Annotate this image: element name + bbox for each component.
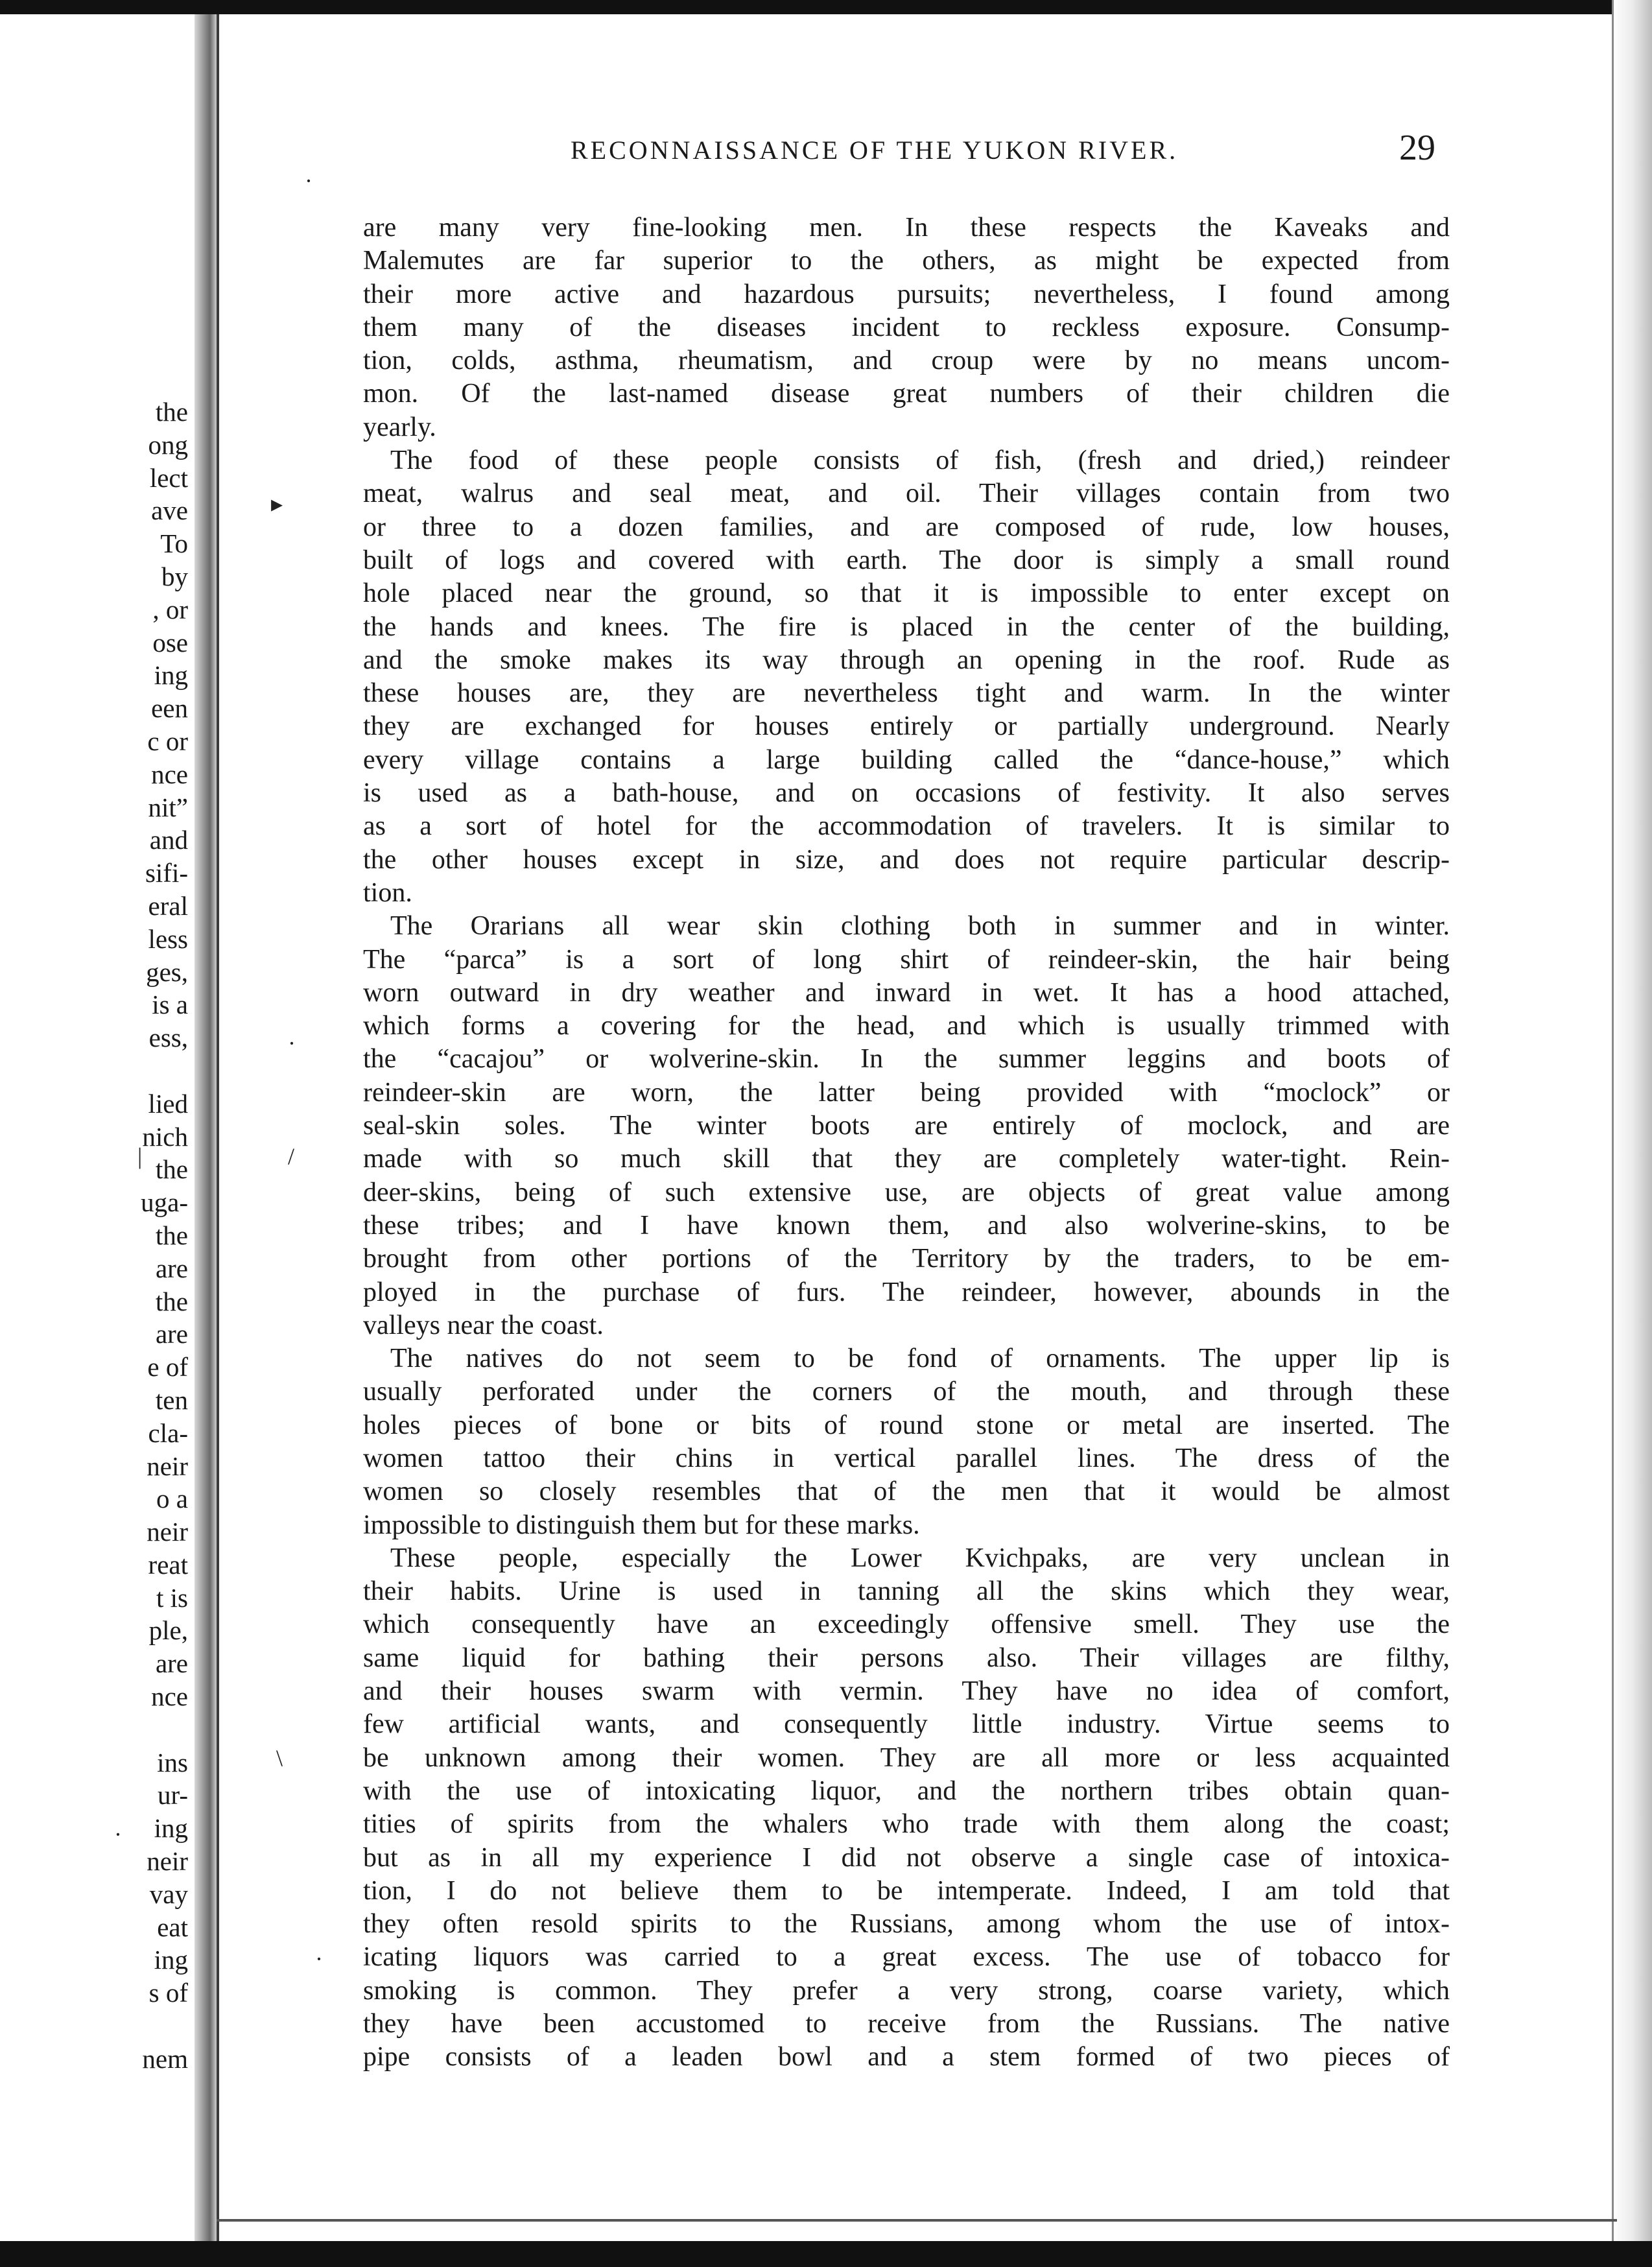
text-line: and their houses swarm with vermin. They have no idea of comfort, bbox=[363, 1676, 1450, 1707]
facing-page-fragment: the bbox=[155, 1154, 188, 1185]
facing-page-fragment: and bbox=[149, 825, 188, 855]
page-number: 29 bbox=[1399, 128, 1435, 168]
text-line: these houses are, they are nevertheless tight and warm. In the winter bbox=[363, 678, 1450, 709]
text-line: holes pieces of bone or bits of round stone or metal are inserted. The bbox=[363, 1410, 1450, 1440]
text-line: be unknown among their women. They are all more or less acquainted bbox=[363, 1742, 1450, 1773]
running-head: RECONNAISSANCE OF THE YUKON RIVER. bbox=[571, 136, 1179, 165]
facing-page-fragment: by bbox=[161, 561, 188, 591]
facing-page-fragment: e of bbox=[147, 1352, 188, 1383]
text-line: or three to a dozen families, and are composed of rude, low houses, bbox=[363, 512, 1450, 542]
text-line: tion. bbox=[363, 877, 412, 908]
text-line: mon. Of the last-named disease great numbers of their children die bbox=[363, 379, 1450, 409]
margin-speck: · bbox=[305, 168, 313, 194]
text-line: with the use of intoxicating liquor, and the northern tribes obtain quan- bbox=[363, 1775, 1450, 1806]
facing-page-fragment: uga- bbox=[141, 1187, 188, 1218]
facing-page-fragment: sifi- bbox=[145, 858, 188, 888]
text-line: The natives do not seem to be fond of ornaments. The upper lip is bbox=[363, 1344, 1450, 1374]
text-line: hole placed near the ground, so that it is impossible to enter except on bbox=[363, 578, 1450, 609]
facing-page-fragment: eat bbox=[157, 1912, 188, 1942]
facing-page-fragment: are bbox=[155, 1253, 188, 1283]
facing-page-fragment: ave bbox=[151, 495, 188, 526]
facing-page-fragment: nce bbox=[151, 1681, 188, 1712]
text-line: their habits. Urine is used in tanning all the skins which they wear, bbox=[363, 1576, 1450, 1607]
text-line: worn outward in dry weather and inward in wet. It has a hood attached, bbox=[363, 977, 1450, 1008]
text-line: which consequently have an exceedingly offensive smell. They use the bbox=[363, 1609, 1450, 1640]
text-line: the “cacajou” or wolverine-skin. In the summer leggins and boots of bbox=[363, 1044, 1450, 1074]
text-line: The food of these people consists of fish, (fresh and dried,) reindeer bbox=[363, 445, 1450, 476]
margin-speck: · bbox=[315, 1946, 323, 1972]
text-line: which forms a covering for the head, and which is usually trimmed with bbox=[363, 1011, 1450, 1041]
text-line: These people, especially the Lower Kvichpaks, are very unclean in bbox=[363, 1543, 1450, 1573]
text-line: few artificial wants, and consequently little industry. Virtue seems to bbox=[363, 1709, 1450, 1740]
facing-page-fragment: o a bbox=[156, 1484, 188, 1514]
text-line: tities of spirits from the whalers who trade with them along the coast; bbox=[363, 1809, 1450, 1840]
text-line: icating liquors was carried to a great excess. The use of tobacco for bbox=[363, 1942, 1450, 1973]
text-line: and the smoke makes its way through an opening in the roof. Rude as bbox=[363, 645, 1450, 675]
facing-page-fragment: ins bbox=[157, 1747, 188, 1777]
facing-page-fragment: lied bbox=[148, 1088, 188, 1119]
margin-speck: \ bbox=[276, 1745, 283, 1771]
text-line: tion, colds, asthma, rheumatism, and croup were by no means uncom- bbox=[363, 346, 1450, 376]
text-line: women so closely resembles that of the men that it would be almost bbox=[363, 1477, 1450, 1507]
text-line: Malemutes are far superior to the others, as might be expected from bbox=[363, 246, 1450, 276]
text-line: yearly. bbox=[363, 412, 436, 442]
facing-page-fragment: the bbox=[155, 397, 188, 427]
scan-bottom-border bbox=[0, 2241, 1652, 2267]
facing-page-fragment: ges, bbox=[146, 956, 188, 987]
facing-page-fragment: ong bbox=[148, 429, 188, 460]
facing-page-fragment: lect bbox=[149, 462, 188, 493]
facing-page-fragment bbox=[0, 2010, 188, 2043]
text-line: are many very fine-looking men. In these respects the Kaveaks and bbox=[363, 213, 1450, 243]
facing-page-fragment: neir bbox=[147, 1846, 188, 1877]
facing-page-fragment: t is bbox=[156, 1582, 188, 1613]
text-line: their more active and hazardous pursuits; nevertheless, I found among bbox=[363, 279, 1450, 309]
facing-page-fragment: ur- bbox=[158, 1780, 188, 1810]
text-line: valleys near the coast. bbox=[363, 1310, 604, 1340]
margin-speck: · bbox=[114, 1822, 122, 1847]
facing-page-fragments bbox=[0, 396, 188, 2076]
text-line: as a sort of hotel for the accommodation of travelers. It is similar to bbox=[363, 811, 1450, 842]
text-line: women tattoo their chins in vertical parallel lines. The dress of the bbox=[363, 1443, 1450, 1473]
binding-shadow bbox=[195, 0, 217, 2267]
text-line: ployed in the purchase of furs. The reindeer, however, abounds in the bbox=[363, 1277, 1450, 1307]
facing-page-fragment: ose bbox=[152, 627, 188, 658]
facing-page-fragment: is a bbox=[152, 990, 188, 1020]
facing-page-fragment: are bbox=[155, 1648, 188, 1679]
text-line: they have been accustomed to receive from the Russians. The native bbox=[363, 2009, 1450, 2039]
facing-page-fragment: are bbox=[155, 1319, 188, 1349]
body-text bbox=[363, 211, 1450, 2074]
text-line: every village contains a large building called the “dance-house,” which bbox=[363, 744, 1450, 775]
facing-page-fragment: neir bbox=[147, 1451, 188, 1481]
facing-page-fragment: nce bbox=[151, 759, 188, 789]
facing-page-fragment bbox=[0, 1713, 188, 1746]
text-line: them many of the diseases incident to reckless exposure. Consump- bbox=[363, 312, 1450, 342]
text-line: they often resold spirits to the Russians, among whom the use of intox- bbox=[363, 1909, 1450, 1940]
facing-page-fragment: eral bbox=[148, 890, 188, 921]
facing-page-fragment: reat bbox=[148, 1549, 188, 1580]
text-line: these tribes; and I have known them, and also wolverine-skins, to be bbox=[363, 1210, 1450, 1240]
facing-page-fragment: c or bbox=[147, 726, 188, 756]
text-line: The “parca” is a sort of long shirt of reindeer-skin, the hair being bbox=[363, 944, 1450, 975]
margin-speck: ▸ bbox=[271, 491, 283, 517]
facing-page-fragment: cla- bbox=[148, 1418, 188, 1448]
facing-page-fragment: vay bbox=[149, 1879, 188, 1909]
facing-page-fragment: , or bbox=[152, 594, 188, 624]
page-right-border bbox=[1612, 0, 1614, 2267]
text-line: same liquid for bathing their persons also. Their villages are filthy, bbox=[363, 1643, 1450, 1673]
text-line: the hands and knees. The fire is placed in the center of the building, bbox=[363, 611, 1450, 642]
facing-page-fragment: To bbox=[160, 528, 188, 559]
text-line: tion, I do not believe them to be intemperate. Indeed, I am told that bbox=[363, 1875, 1450, 1906]
facing-page-fragment: less bbox=[148, 923, 188, 954]
facing-page-fragment bbox=[0, 1054, 188, 1087]
text-line: smoking is common. They prefer a very strong, coarse variety, which bbox=[363, 1975, 1450, 2006]
facing-page-fragment: s of bbox=[148, 1978, 188, 2008]
facing-page-fragment: ing bbox=[154, 1945, 188, 1975]
facing-page-fragment: nich bbox=[142, 1121, 188, 1152]
margin-speck: | bbox=[137, 1143, 143, 1169]
page-right-edge bbox=[1612, 0, 1652, 2267]
text-line: reindeer-skin are worn, the latter being provided with “moclock” or bbox=[363, 1077, 1450, 1108]
facing-page-fragment: nem bbox=[142, 2043, 188, 2074]
text-line: The Orarians all wear skin clothing both in summer and in winter. bbox=[363, 911, 1450, 942]
text-line: is used as a bath-house, and on occasions of festivity. It also serves bbox=[363, 778, 1450, 809]
facing-page-fragment: ess, bbox=[148, 1023, 188, 1053]
facing-page-fragment: ple, bbox=[148, 1615, 188, 1646]
facing-page-fragment: the bbox=[155, 1220, 188, 1250]
text-line: but as in all my experience I did not observe a single case of intoxica- bbox=[363, 1842, 1450, 1873]
text-line: built of logs and covered with earth. The door is simply a small round bbox=[363, 545, 1450, 575]
facing-page-fragment: neir bbox=[147, 1517, 188, 1547]
text-line: meat, walrus and seal meat, and oil. Their villages contain from two bbox=[363, 479, 1450, 509]
facing-page-fragment: ten bbox=[155, 1384, 188, 1415]
facing-page-fragment: nit” bbox=[148, 792, 188, 822]
text-line: impossible to distinguish them but for these marks. bbox=[363, 1510, 920, 1540]
text-line: seal-skin soles. The winter boots are entirely of moclock, and are bbox=[363, 1111, 1450, 1141]
text-line: pipe consists of a leaden bowl and a stem formed of two pieces of bbox=[363, 2042, 1450, 2072]
text-line: usually perforated under the corners of the mouth, and through these bbox=[363, 1377, 1450, 1407]
binding-edge bbox=[217, 0, 219, 2267]
text-line: they are exchanged for houses entirely or partially underground. Nearly bbox=[363, 711, 1450, 742]
facing-page-fragment: ing bbox=[154, 660, 188, 691]
scan-top-border bbox=[0, 0, 1652, 14]
text-line: made with so much skill that they are completely water-tight. Rein- bbox=[363, 1144, 1450, 1174]
margin-speck: / bbox=[288, 1143, 295, 1169]
facing-page-fragment: the bbox=[155, 1286, 188, 1316]
text-line: deer-skins, being of such extensive use, are objects of great value among bbox=[363, 1177, 1450, 1207]
text-line: brought from other portions of the Territory by the traders, to be em- bbox=[363, 1244, 1450, 1274]
facing-page-fragment: een bbox=[151, 693, 188, 724]
text-line: the other houses except in size, and does not require particular descrip- bbox=[363, 844, 1450, 875]
margin-speck: · bbox=[288, 1030, 296, 1056]
page-bottom-border bbox=[217, 2219, 1617, 2222]
facing-page-fragment: ing bbox=[154, 1813, 188, 1844]
